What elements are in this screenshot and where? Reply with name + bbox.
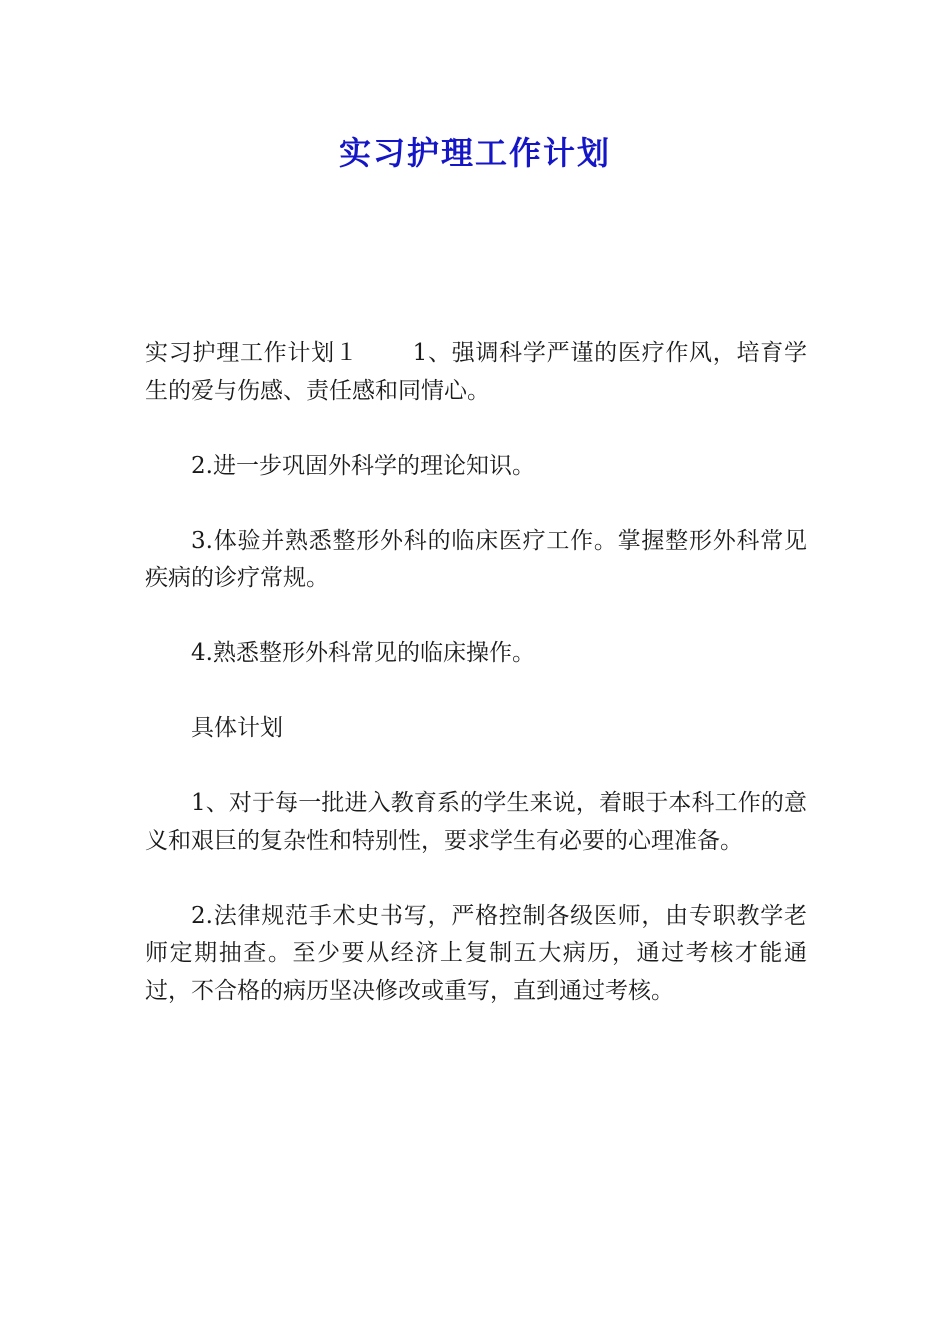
document-body [145,335,807,1048]
section-heading: 具体计划 [191,715,283,741]
document-title: 实习护理工作计划 [338,134,611,172]
paragraph-1-text: 1、强调科学严谨的医疗作风，培育学生的爱与伤感、责任感和同情心。 [145,340,807,404]
paragraph-6: 2.法律规范手术史书写，严格控制各级医师，由专职教学老师定期抽查。至少要从经济上复制五大病历，通过考核才能通过，不合格的病历坚决修改或重写，直到通过考核。 [145,902,807,1004]
intro-label: 实习护理工作计划１ [145,340,359,366]
paragraph-5: 1、对于每一批进入教育系的学生来说，着眼于本科工作的意义和艰巨的复杂性和特别性，要求学生有必要的心理准备。 [145,790,807,854]
paragraph-3: 3.体验并熟悉整形外科的临床医疗工作。掌握整形外科常见疾病的诊疗常规。 [145,527,807,591]
paragraph-2: 2.进一步巩固外科学的理论知识。 [191,452,535,479]
paragraph-4: 4.熟悉整形外科常见的临床操作。 [191,640,535,666]
paragraph-1 [145,335,807,410]
